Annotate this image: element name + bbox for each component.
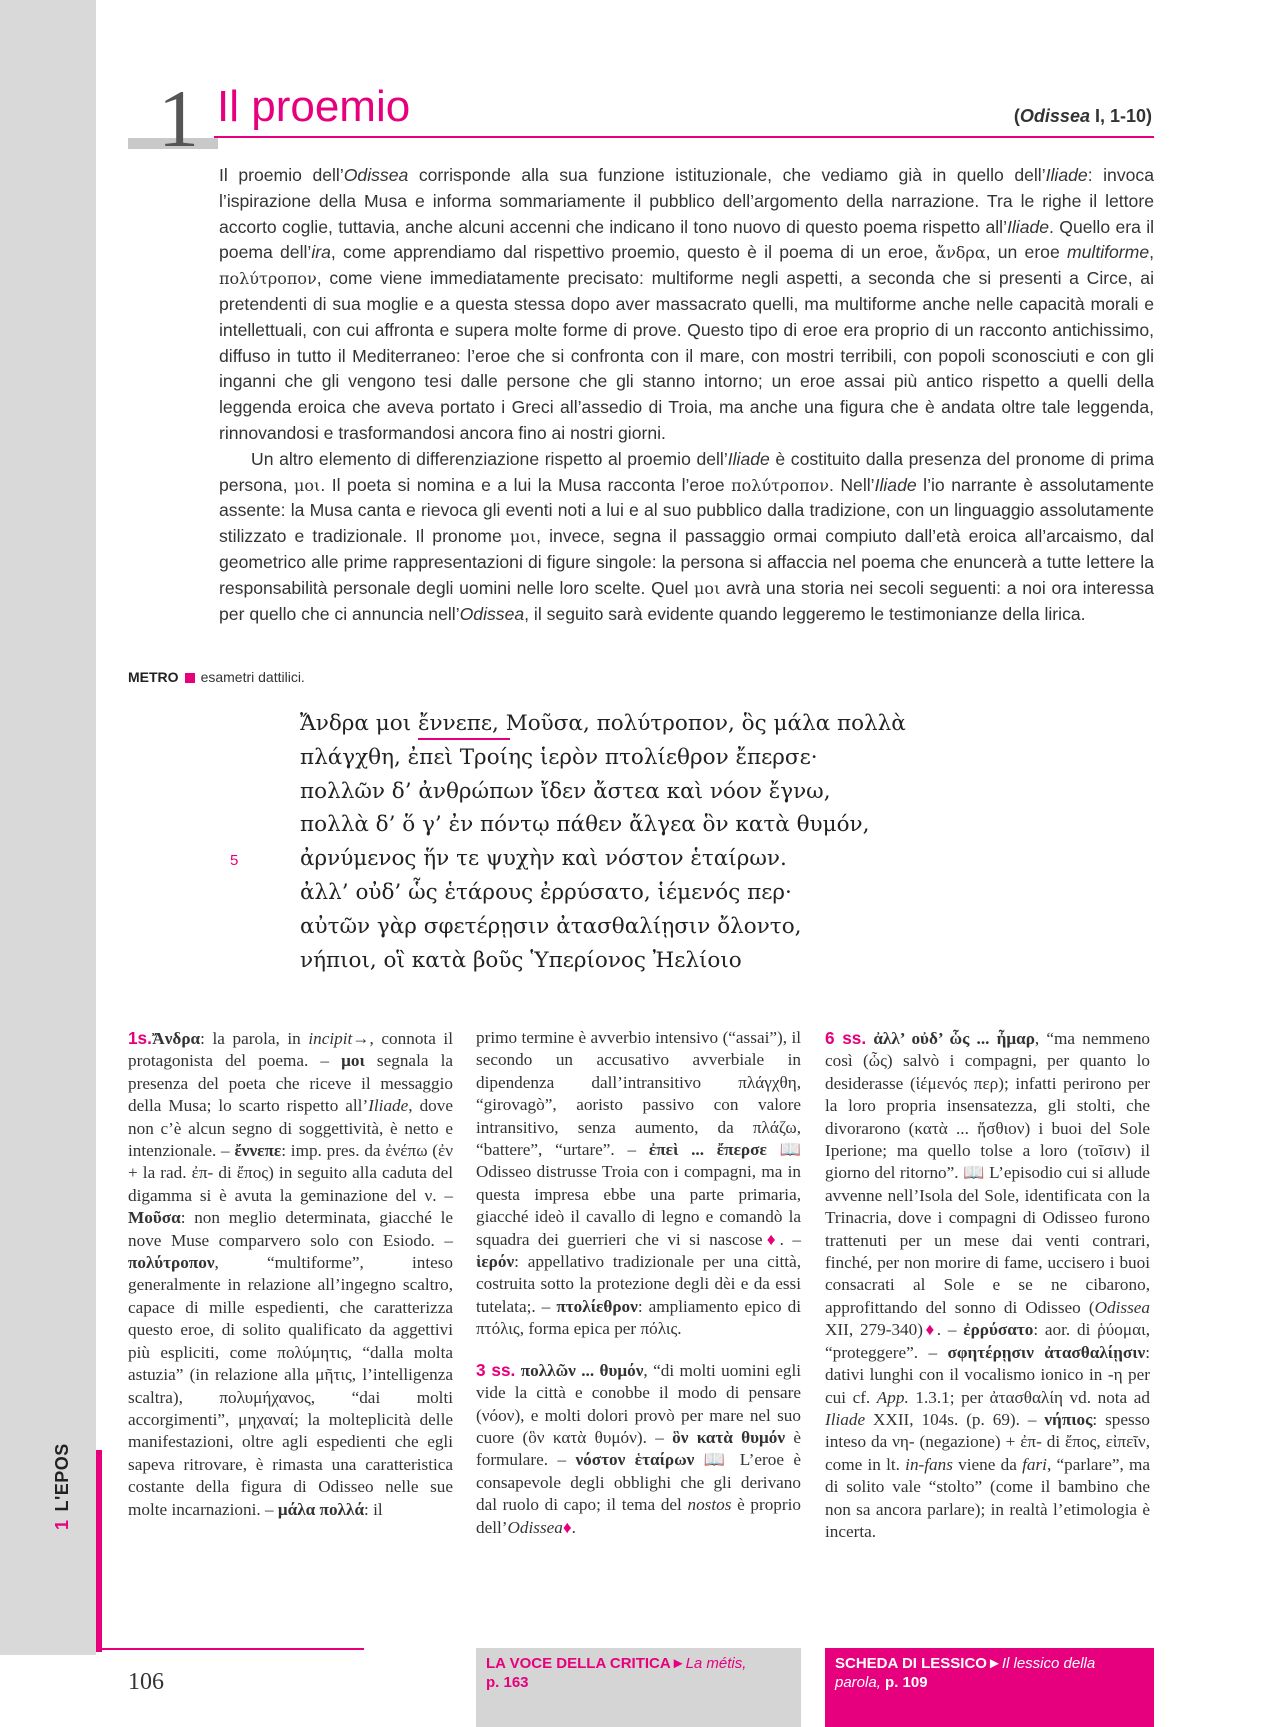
note: 6 ss. ἀλλ’ οὐδ’ ὧς ... ἦμαρ, “ma nemmeno così (ὧς) salvò i compagni, per quanto lo desiderasse (ἱέμενός περ); infatti perirono per la loro propria insensatezza, gli stolti, che divorarono (κατὰ ... ἤσθιον) i buoi del Sole Iperione; ma quello tolse a loro (τοῖσιν) il giorno del ritorno”. 📖 L’episodio cui si allude avvenne nell’Isola del Sole, identificata con la Trinacria, dove i compagni di Odisseo furono trattenuti per un mese dai venti contrari, finché, per non morire di fame, uccisero i buoi consacrati al Sole e se ne cibarono, approfittando del sonno di Odisseo (Odissea XII, 279-340)♦. – ἐρρύσατο: aor. di ῥύομαι, “proteggere”. – σφητέρῃσιν ἀτασθαλίῃσιν: dativi lunghi con il vocalismo ionico in -η per cui cf. App. 1.3.1; per ἀτασθαλίη vd. nota ad Iliade XXII, 104s. (p. 69). – νήπιος: spesso inteso da νη- (negazione) + ἐπ- di ἔπος, εἰπεῖν, come in lt. in-fans viene da fari, “parlare”, ma di solito vale “stolto” (come il bambino che non sa ancora parlare); in realtà l’etimologia è incerta. [825, 1028, 1151, 1541]
arrow-right-icon: ► [986, 1655, 1002, 1672]
metro-line: METRO esametri dattilici. [128, 669, 305, 685]
sidebar-strip [0, 0, 96, 1655]
book-icon: 📖 [703, 1450, 731, 1470]
verse-line: Ἄνδρα μοι ἔννεπε, Μοῦσα, πολύτροπον, ὃς μάλα πολλὰ [300, 711, 906, 736]
verse-line: πλάγχθη, ἐπεὶ Τροίης ἱερὸν πτολίεθρον ἔπερσε· [300, 744, 818, 770]
arrow-right-icon: ► [670, 1655, 686, 1672]
notes-column-3 [825, 1027, 1150, 1561]
chapter-title: Il proemio [217, 82, 411, 131]
critica-link-box[interactable]: LA VOCE DELLA CRITICA►La métis, p. 163 [476, 1648, 801, 1727]
intro-paragraph: Il proemio dell’Odissea corrisponde alla sua funzione istituzionale, che vediamo già in quello dell’Iliade: invoca l’ispirazione della Musa e informa sommariamente il pubblico dell’argomento della narrazione. Tra le righe il lettore accorto coglie, tuttavia, anche alcuni accenni che indicano il tono nuovo di questo poema rispetto all’Iliade. Quello era il poema dell’ira, come apprendiamo dal rispettivo proemio, questo è il poema di un eroe, ἄνδρα, un eroe multiforme, πολύτροπον, come viene immediatamente precisato: multiforme negli aspetti, a seconda che si presenti a Circe, ai pretendenti di sua moglie e a questa stessa dopo aver massacrato quelli, ma multiforme anche nelle capacità morali e intellettuali, con cui affronta e supera molte forme di prove. Questo tipo di eroe era proprio di un racconto antichissimo, diffuso in tutto il Mediterraneo: l’eroe che si confronta con il mare, con mostri terribili, con popoli sconosciuti e con gli inganni che gli vengono tesi dalle persone che gli stanno intorno; un eroe assai più antico rispetto a quelli della leggenda eroica che aveva portato i Greci all’assedio di Troia, ma anche una figura che è andata oltre tale leggenda, rinnovandosi e trasformandosi ancora fino ai nostri giorni. [219, 165, 1155, 443]
section-number: 1 [52, 1519, 72, 1530]
diamond-icon: ♦ [762, 1229, 780, 1249]
footer-rule [96, 1648, 364, 1650]
square-bullet-icon [185, 673, 195, 683]
verse-line: ἀρνύμενος ἥν τε ψυχὴν καὶ νόστον ἑταίρων. [300, 846, 787, 872]
verse-line: πολλὰ δ’ ὅ γ’ ἐν πόντῳ πάθεν ἄλγεα ὃν κατὰ θυμόν, [300, 812, 870, 838]
book-icon: 📖 [963, 1163, 985, 1183]
notes-column-1 [128, 1027, 453, 1539]
verse-line: ἀλλ’ οὐδ’ ὧς ἑτάρους ἐρρύσατο, ἱέμενός περ· [300, 879, 792, 905]
note: 3 ss. πολλῶν ... θυμόν, “di molti uomini egli vide la città e conobbe il modo di pensare (νόον), e molti dolori provò per mare nel suo cuore (ὃν κατὰ θυμόν). – ὃν κατὰ θυμόν è formulare. – νόστον ἑταίρων 📖 L’eroe è consapevole degli obblighi che gli derivano dal ruolo di capo; il tema del nostos è proprio dell’Odissea♦. [476, 1359, 802, 1537]
chapter-rule [214, 136, 1154, 138]
note: 1s.Ἄνδρα: la parola, in incipit→, connota il protagonista del poema. – μοι segnala la presenza del poeta che riceve il messaggio della Musa; lo scarto rispetto all’Iliade, dove non c’è alcun segno di soggettività, è netto e intenzionale. – ἔννεπε: imp. pres. da ἐνέπω (ἐν + la rad. ἐπ- di ἔπος) in seguito alla caduta del digamma si è avuta la geminazione del ν. – Μοῦσα: non meglio determinata, giacché le nove Muse comparvero solo con Esiodo. – πολύτροπον, “multiforme”, inteso generalmente in relazione all’ingegno scaltro, capace di mille espedienti, che caratterizza questo eroe, di solito qualificato da aggettivi più espliciti, come πολύμητις, “dalla molta astuzia” (in relazione alla μῆτις, l’intelligenza scaltra), πολυμήχανος, “dai molti accorgimenti”, μηχαναί; la molteplicità delle manifestazioni, oltre agli espedienti che egli sapeva ritrovare, è rimasta una caratteristica costante della figura di Odisseo nelle sue molte incarnazioni. – μάλα πολλά: il [128, 1028, 453, 1519]
intro-paragraph: Un altro elemento di differenziazione rispetto al proemio dell’Iliade è costituito dalla presenza del pronome di prima persona, μοι. Il poeta si nomina e a lui la Musa racconta l’eroe πολύτροπον. Nell’Iliade l’io narrante è assolutamente assente: la Musa canta e rievoca gli eventi noti a lui e al suo pubblico dalla tradizione, con un linguaggio assolutamente stilizzato e tradizionale. Il pronome μοι, invece, segna il passaggio ormai compiuto dall’età eroica all’arcaismo, dal geometrico alle prime rappresentazioni di figure singole: la persona si affaccia nel poema che enuncerà a tutte lettere la responsabilità personale degli uomini nelle loro scelte. Quel μοι avrà una storia nei secoli seguenti: a noi ora interessa per quello che ci annuncia nell’Odissea, il seguito sarà evidente quando leggeremo le testimonianze della lirica. [219, 448, 1154, 624]
sidebar-accent-bar [96, 1450, 102, 1652]
lessico-link-box[interactable]: SCHEDA DI LESSICO►Il lessico della parola, p. 109 [825, 1648, 1154, 1727]
diamond-icon: ♦ [562, 1517, 572, 1537]
chapter-number: 1 [158, 73, 199, 164]
diamond-icon: ♦ [922, 1320, 937, 1340]
book-icon: 📖 [779, 1140, 802, 1160]
intro-text [219, 163, 1154, 627]
verse-line: αὐτῶν γὰρ σφετέρῃσιν ἀτασθαλίῃσιν ὄλοντο, [300, 913, 802, 939]
chapter-reference: (Odissea I, 1-10) [1013, 106, 1152, 126]
section-label [52, 1360, 73, 1530]
section-name: L'EPOS [52, 1443, 72, 1512]
page-number: 106 [128, 1669, 164, 1695]
verse-line: πολλῶν δ’ ἀνθρώπων ἴδεν ἄστεα καὶ νόον ἔγνω, [300, 778, 831, 804]
verse-block [300, 707, 906, 977]
note: primo termine è avverbio intensivo (“assai”), il secondo un accusativo avverbiale in dipendenza dall’intransitivo πλάγχθη, “girovagò”, aoristo passivo con valore intransitivo, senza aumento, da πλάζω, “battere”, “urtare”. – ἐπεὶ ... ἔπερσε 📖 Odisseo distrusse Troia con i compagni, ma in questa impresa ebbe una parte primaria, giacché ideò il cavallo di legno e comandò la squadra dei guerrieri che vi si nascose♦. – ἱερόν: appellativo tradizionale per una città, costruita sotto la protezione degli dèi e da essi tutelata;. – πτολίεθρον: ampliamento epico di πτόλις, forma epica per πόλις. [476, 1028, 802, 1339]
verse-line: νήπιοι, οἳ κατὰ βοῦς Ὑπερίονος Ἠελίοιο [300, 947, 742, 973]
notes-column-2 [476, 1027, 801, 1557]
verse-number: 5 [230, 852, 239, 869]
